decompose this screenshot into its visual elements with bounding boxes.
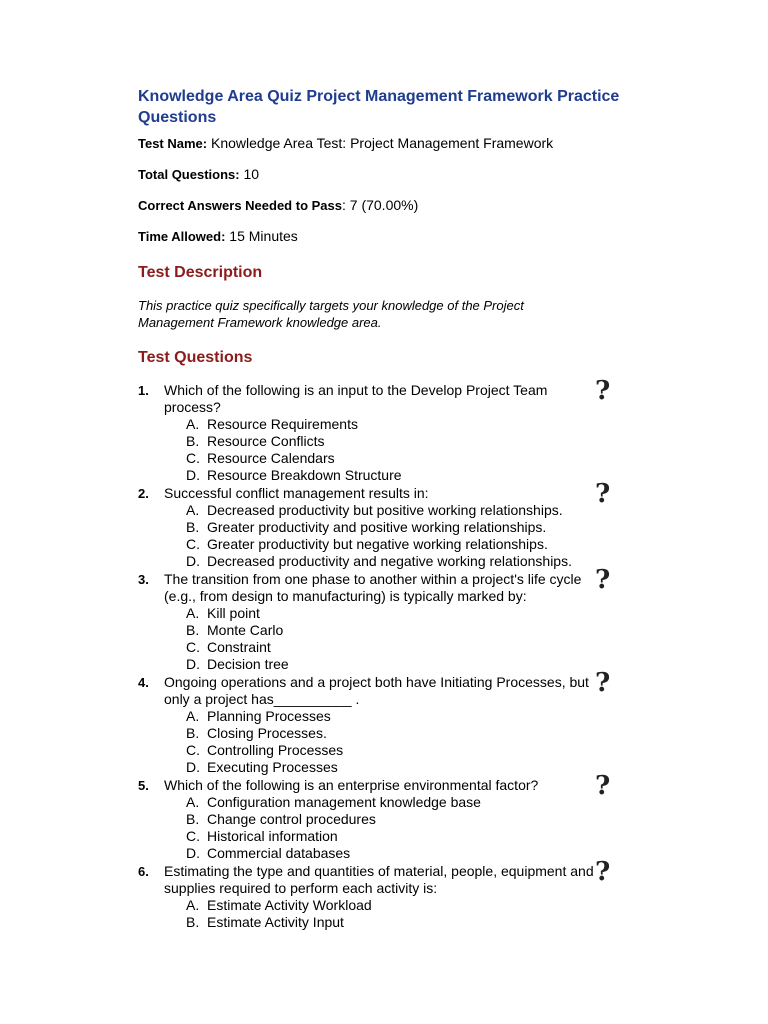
help-question-icon: ? xyxy=(595,668,611,698)
option-letter: A. xyxy=(186,794,200,810)
option-letter: B. xyxy=(186,433,200,449)
question-list xyxy=(138,376,628,931)
option-letter: D. xyxy=(186,845,200,861)
answer-option xyxy=(186,536,628,553)
answer-option xyxy=(186,897,628,914)
question-item xyxy=(138,376,628,484)
answer-option xyxy=(186,811,628,828)
answer-option xyxy=(186,725,628,742)
answer-options xyxy=(186,897,628,931)
option-text: Decreased productivity and negative working relationships. xyxy=(207,553,572,569)
question-item xyxy=(138,771,628,862)
question-number: 3. xyxy=(138,572,149,587)
time-allowed-label: Time Allowed: xyxy=(138,229,226,244)
correct-answers-value: : 7 (70.00%) xyxy=(341,197,419,213)
test-name-value: Knowledge Area Test: Project Management Framework xyxy=(211,135,554,151)
answer-option xyxy=(186,828,628,845)
option-letter: B. xyxy=(186,622,200,638)
option-text: Resource Requirements xyxy=(207,416,358,432)
page-title: Knowledge Area Quiz Project Management Framework Practice Questions xyxy=(138,88,620,126)
question-text: Which of the following is an input to the Develop Project Team process? xyxy=(164,382,548,415)
answer-option xyxy=(186,433,628,450)
option-letter: C. xyxy=(186,639,200,655)
question-number: 2. xyxy=(138,486,149,501)
description-text: This practice quiz specifically targets your knowledge of the Project Management Framework knowledge area. xyxy=(138,298,524,330)
help-question-icon: ? xyxy=(595,857,611,887)
question-text: Which of the following is an enterprise environmental factor? xyxy=(164,777,539,793)
option-text: Constraint xyxy=(207,639,271,655)
correct-answers-label: Correct Answers Needed to Pass xyxy=(138,198,342,213)
question-text: Successful conflict management results in: xyxy=(164,485,429,501)
answer-option xyxy=(186,708,628,725)
option-text: Closing Processes. xyxy=(207,725,327,741)
question-text: The transition from one phase to another within a project's life cycle (e.g., from design to manufacturing) is typically marked by: xyxy=(164,571,582,604)
option-text: Estimate Activity Workload xyxy=(207,897,372,913)
time-allowed-row xyxy=(138,227,628,246)
answer-options xyxy=(186,708,628,776)
correct-answers-row xyxy=(138,196,628,215)
description-heading: Test Description xyxy=(138,264,263,281)
total-questions-label: Total Questions: xyxy=(138,167,240,182)
option-letter: C. xyxy=(186,742,200,758)
option-text: Resource Calendars xyxy=(207,450,335,466)
question-number: 5. xyxy=(138,778,149,793)
answer-option xyxy=(186,742,628,759)
option-text: Configuration management knowledge base xyxy=(207,794,481,810)
option-text: Commercial databases xyxy=(207,845,351,861)
answer-options xyxy=(186,605,628,673)
option-letter: C. xyxy=(186,450,200,466)
answer-option xyxy=(186,553,628,570)
option-text: Decreased productivity but positive working relationships. xyxy=(207,502,563,518)
option-letter: C. xyxy=(186,828,200,844)
option-letter: D. xyxy=(186,467,200,483)
answer-option xyxy=(186,914,628,931)
question-number: 1. xyxy=(138,383,149,398)
question-item xyxy=(138,668,628,776)
option-letter: A. xyxy=(186,708,200,724)
answer-option xyxy=(186,519,628,536)
answer-options xyxy=(186,502,628,570)
option-letter: A. xyxy=(186,416,200,432)
help-question-icon: ? xyxy=(595,376,611,406)
question-text: Ongoing operations and a project both have Initiating Processes, but only a project has__________ . xyxy=(164,674,589,707)
option-letter: A. xyxy=(186,502,200,518)
test-name-row xyxy=(138,134,628,153)
answer-options xyxy=(186,416,628,484)
help-question-icon: ? xyxy=(595,771,611,801)
option-letter: C. xyxy=(186,536,200,552)
option-letter: D. xyxy=(186,656,200,672)
answer-option xyxy=(186,605,628,622)
total-questions-row xyxy=(138,165,628,184)
test-name-label: Test Name: xyxy=(138,136,208,151)
document-page xyxy=(138,86,628,932)
total-questions-value: 10 xyxy=(243,166,260,182)
answer-option xyxy=(186,450,628,467)
help-question-icon: ? xyxy=(595,479,611,509)
question-item xyxy=(138,857,628,931)
option-text: Greater productivity but negative working relationships. xyxy=(207,536,548,552)
answer-option xyxy=(186,845,628,862)
option-text: Greater productivity and positive working relationships. xyxy=(207,519,547,535)
option-text: Planning Processes xyxy=(207,708,331,724)
question-number: 6. xyxy=(138,864,149,879)
answer-option xyxy=(186,502,628,519)
answer-option xyxy=(186,416,628,433)
option-text: Kill point xyxy=(207,605,260,621)
question-item xyxy=(138,565,628,673)
answer-option xyxy=(186,639,628,656)
question-text: Estimating the type and quantities of material, people, equipment and supplies required to perform each activity is: xyxy=(164,863,594,896)
option-text: Resource Conflicts xyxy=(207,433,325,449)
answer-option xyxy=(186,759,628,776)
option-text: Historical information xyxy=(207,828,338,844)
option-text: Controlling Processes xyxy=(207,742,344,758)
option-letter: B. xyxy=(186,519,200,535)
option-letter: A. xyxy=(186,605,200,621)
help-question-icon: ? xyxy=(595,565,611,595)
option-text: Estimate Activity Input xyxy=(207,914,344,930)
option-letter: B. xyxy=(186,811,200,827)
answer-options xyxy=(186,794,628,862)
option-text: Decision tree xyxy=(207,656,289,672)
question-item xyxy=(138,479,628,570)
question-number: 4. xyxy=(138,675,149,690)
option-text: Monte Carlo xyxy=(207,622,284,638)
time-allowed-value: 15 Minutes xyxy=(229,228,298,244)
option-letter: B. xyxy=(186,914,200,930)
option-letter: D. xyxy=(186,759,200,775)
answer-option xyxy=(186,622,628,639)
questions-heading: Test Questions xyxy=(138,349,253,366)
option-text: Resource Breakdown Structure xyxy=(207,467,402,483)
answer-option xyxy=(186,794,628,811)
option-letter: A. xyxy=(186,897,200,913)
option-text: Change control procedures xyxy=(207,811,376,827)
option-letter: B. xyxy=(186,725,200,741)
answer-option xyxy=(186,656,628,673)
option-letter: D. xyxy=(186,553,200,569)
answer-option xyxy=(186,467,628,484)
option-text: Executing Processes xyxy=(207,759,338,775)
